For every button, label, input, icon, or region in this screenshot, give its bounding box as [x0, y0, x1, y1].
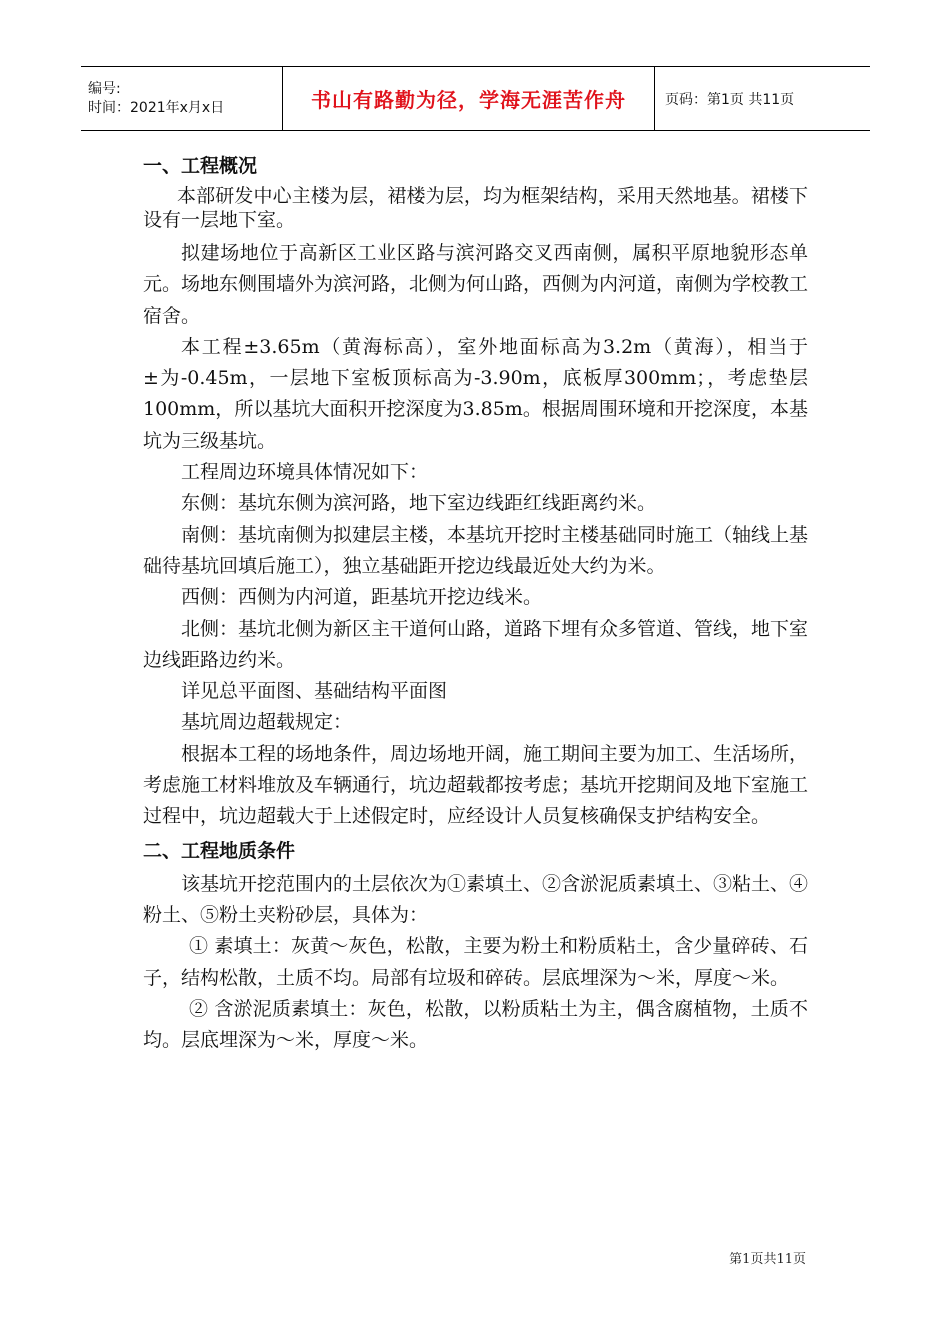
document-body	[143, 148, 808, 1056]
section-heading-geology: 二、工程地质条件	[143, 839, 296, 862]
page-footer: 第1页共11页	[729, 1252, 806, 1267]
paragraph: ① 素填土：灰黄～灰色，松散，主要为粉土和粉质粘土，含少量碎砖、石子，结构松散，土质不均。局部有垃圾和碎砖。层底埋深为～米，厚度～米。	[143, 935, 808, 989]
paragraph: 基坑周边超载规定：	[181, 711, 353, 734]
paragraph: 根据本工程的场地条件，周边场地开阔，施工期间主要为加工、生活场所，考虑施工材料堆放及车辆通行，坑边超载都按考虑；基坑开挖期间及地下室施工过程中，坑边超载大于上述假定时，应经设计人员复核确保支护结构安全。	[143, 742, 809, 828]
paragraph: 北侧：基坑北侧为新区主干道何山路，道路下埋有众多管道、管线，地下室边线距路边约米。	[143, 617, 809, 671]
paragraph: 详见总平面图、基础结构平面图	[181, 680, 448, 703]
paragraph: 西侧：西侧为内河道，距基坑开挖边线米。	[181, 586, 543, 609]
doc-number-label: 编号:	[88, 80, 121, 97]
section-heading-overview: 一、工程概况	[143, 155, 258, 177]
page-header	[81, 66, 870, 131]
paragraph: 工程周边环境具体情况如下：	[181, 461, 429, 484]
doc-time-label: 时间：2021年x月x日	[88, 99, 225, 116]
header-page-number: 页码：第1页 共11页	[665, 91, 795, 108]
paragraph: ② 含淤泥质素填土：灰色，松散，以粉质粘土为主，偶含腐植物，土质不均。层底埋深为～米，厚度～米。	[143, 997, 808, 1052]
paragraph: 拟建场地位于高新区工业区路与滨河路交叉西南侧，属积平原地貌形态单元。场地东侧围墙外为滨河路，北侧为何山路，西侧为内河道，南侧为学校教工宿舍。	[143, 242, 809, 327]
paragraph: 本部研发中心主楼为层，裙楼为层，均为框架结构，采用天然地基。裙楼下设有一层地下室。	[143, 185, 808, 231]
header-motto: 书山有路勤为径，学海无涯苦作舟	[282, 67, 655, 130]
paragraph: 该基坑开挖范围内的土层依次为①素填土、②含淤泥质素填土、③粘土、④粉土、⑤粉土夹粉砂层，具体为：	[143, 872, 809, 926]
header-meta	[81, 67, 282, 130]
paragraph: 本工程±3.65m（黄海标高），室外地面标高为3.2m（黄海），相当于±为-0.45m，一层地下室板顶标高为-3.90m，底板厚300mm；，考虑垫层100mm，所以基坑大面积开挖深度为3.85m。根据周围环境和开挖深度，本基坑为三级基坑。	[143, 335, 808, 452]
paragraph: 南侧：基坑南侧为拟建层主楼，本基坑开挖时主楼基础同时施工（轴线上基础待基坑回填后施工），独立基础距开挖边线最近处大约为米。	[143, 523, 809, 577]
paragraph: 东侧：基坑东侧为滨河路，地下室边线距红线距离约米。	[181, 492, 657, 515]
